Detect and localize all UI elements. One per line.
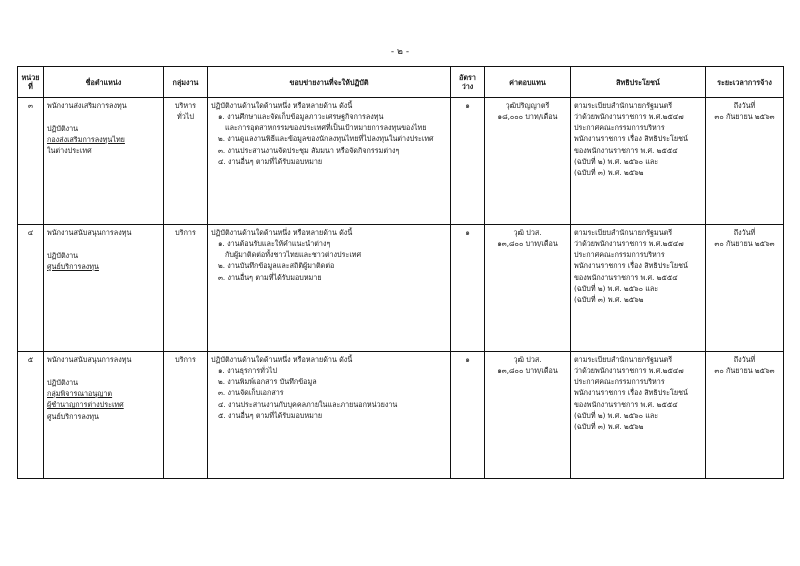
rights-line: ของพนักงานราชการ พ.ศ. ๒๕๕๔ (574, 145, 678, 155)
rights-line: (ฉบับที่ ๓) พ.ศ. ๒๕๖๒ (574, 421, 644, 431)
row-duties (208, 98, 451, 225)
duty-item: และการอุตสาหกรรมของประเทศที่เป็นเป้าหมายการลงทุนของไทย (225, 123, 427, 133)
position-line: ปฏิบัติงาน (47, 251, 79, 261)
row-period (706, 98, 784, 225)
rights-line: (ฉบับที่ ๒) พ.ศ. ๒๕๖๐ และ (574, 410, 659, 420)
row-duties (208, 352, 451, 479)
duties-heading: ปฏิบัติงานด้านใดด้านหนึ่ง หรือหลายด้าน ดังนี้ (211, 228, 353, 237)
header-pay: ค่าตอบแทน (485, 67, 571, 98)
rights-line: (ฉบับที่ ๒) พ.ศ. ๒๕๖๐ และ (574, 283, 659, 293)
duty-item: ๔. งานประสานงานกับบุคคลภายในและภายนอกหน่วยงาน (218, 399, 398, 409)
pay-qualification: วุฒิ ปวส. (513, 355, 542, 364)
row-rights (571, 98, 706, 225)
pay-qualification: วุฒิปริญญาตรี (505, 101, 550, 110)
duty-item: ๑. งานศึกษาและจัดเก็บข้อมูลภาวะเศรษฐกิจการลงทุน (218, 112, 384, 122)
rights-line: ตามระเบียบสำนักนายกรัฐมนตรี (574, 101, 673, 110)
row-rights (571, 352, 706, 479)
row-position (44, 225, 164, 352)
row-group: บริหารทั่วไป (164, 98, 208, 225)
header-quota: อัตรา ว่าง (451, 67, 485, 98)
rights-line: พนักงานราชการ เรื่อง สิทธิประโยชน์ (574, 388, 688, 398)
position-line: กองส่งเสริมการลงทุนไทย (47, 135, 125, 145)
position-line: ผู้ชำนาญการต่างประเทศ (47, 400, 124, 410)
period-date: ๓๐ กันยายน ๒๕๖๓ (714, 112, 775, 122)
header-position: ชื่อตำแหน่ง (44, 67, 164, 98)
position-line: ปฏิบัติงาน (47, 378, 79, 388)
rights-line: ประกาศคณะกรรมการบริหาร (574, 377, 665, 387)
pay-qualification: วุฒิ ปวส. (513, 228, 542, 237)
rights-line: ว่าด้วยพนักงานราชการ พ.ศ.๒๕๔๗ (574, 239, 684, 249)
row-period (706, 225, 784, 352)
header-group: กลุ่มงาน (164, 67, 208, 98)
rights-line: ประกาศคณะกรรมการบริหาร (574, 123, 665, 133)
rights-line: พนักงานราชการ เรื่อง สิทธิประโยชน์ (574, 134, 688, 144)
row-position (44, 98, 164, 225)
position-line: ในต่างประเทศ (47, 146, 92, 156)
rights-line: ตามระเบียบสำนักนายกรัฐมนตรี (574, 355, 673, 364)
pay-amount: ๑๓,๘๐๐ บาท/เดือน (497, 239, 558, 249)
row-pay (485, 352, 571, 479)
table-row (18, 98, 784, 225)
duty-item: ๒. งานพิมพ์เอกสาร บันทึกข้อมูล (218, 377, 317, 387)
pay-amount: ๑๓,๘๐๐ บาท/เดือน (497, 366, 558, 376)
row-no: ๔ (18, 225, 44, 352)
header-no: หน่วย ที่ (18, 67, 44, 98)
duty-item: กับผู้มาติดต่อทั้งชาวไทยและชาวต่างประเทศ (225, 250, 362, 260)
position-title: พนักงานสนับสนุนการลงทุน (47, 355, 132, 364)
rights-line: ว่าด้วยพนักงานราชการ พ.ศ.๒๕๔๗ (574, 112, 684, 122)
position-line: ศูนย์บริการลงทุน (47, 262, 99, 272)
table-row (18, 352, 784, 479)
period-label: ถึงวันที่ (733, 228, 756, 237)
row-position (44, 352, 164, 479)
duty-item: ๓. งานอื่นๆ ตามที่ได้รับมอบหมาย (218, 272, 322, 282)
duty-item: ๔. งานอื่นๆ ตามที่ได้รับมอบหมาย (218, 156, 323, 166)
position-line: ศูนย์บริการลงทุน (47, 411, 99, 421)
row-pay (485, 225, 571, 352)
rights-line: ของพนักงานราชการ พ.ศ. ๒๕๕๔ (574, 399, 678, 409)
period-date: ๓๐ กันยายน ๒๕๖๓ (714, 366, 775, 376)
duties-heading: ปฏิบัติงานด้านใดด้านหนึ่ง หรือหลายด้าน ดังนี้ (211, 101, 353, 110)
rights-line: ประกาศคณะกรรมการบริหาร (574, 250, 665, 260)
row-group: บริการ (164, 352, 208, 479)
rights-line: (ฉบับที่ ๓) พ.ศ. ๒๕๖๒ (574, 167, 644, 177)
rights-line: พนักงานราชการ เรื่อง สิทธิประโยชน์ (574, 261, 688, 271)
header-rights: สิทธิประโยชน์ (571, 67, 706, 98)
duty-item: ๒. งานดูแลงานพิธีและข้อมูลของนักลงทุนไทยที่ไปลงทุนในต่างประเทศ (218, 134, 434, 144)
row-quota: ๑ (451, 98, 485, 225)
row-period (706, 352, 784, 479)
position-line: กลุ่มพิจารณาอนุญาต (47, 389, 113, 399)
rights-line: (ฉบับที่ ๓) พ.ศ. ๒๕๖๒ (574, 294, 644, 304)
rights-line: ว่าด้วยพนักงานราชการ พ.ศ.๒๕๔๗ (574, 366, 684, 376)
duty-item: ๓. งานประสานงานจัดประชุม สัมมนา หรือจัดกิจกรรมต่างๆ (218, 145, 400, 155)
duty-item: ๓. งานจัดเก็บเอกสาร (218, 388, 284, 398)
row-group: บริการ (164, 225, 208, 352)
table-row (18, 225, 784, 352)
header-period: ระยะเวลาการจ้าง (706, 67, 784, 98)
rights-line: ของพนักงานราชการ พ.ศ. ๒๕๕๔ (574, 272, 678, 282)
duty-item: ๑. งานธุรการทั่วไป (218, 366, 278, 376)
page-number: - ๒ - (390, 47, 410, 57)
header-duties: ขอบข่ายงานที่จะให้ปฏิบัติ (208, 67, 451, 98)
positions-table (17, 66, 784, 479)
pay-amount: ๑๘,๐๐๐ บาท/เดือน (497, 112, 558, 122)
row-pay (485, 98, 571, 225)
row-no: ๓ (18, 98, 44, 225)
position-title: พนักงานสนับสนุนการลงทุน (47, 228, 132, 237)
rights-line: ตามระเบียบสำนักนายกรัฐมนตรี (574, 228, 673, 237)
row-quota: ๑ (451, 352, 485, 479)
rights-line: (ฉบับที่ ๒) พ.ศ. ๒๕๖๐ และ (574, 156, 659, 166)
row-quota: ๑ (451, 225, 485, 352)
row-rights (571, 225, 706, 352)
table-header-row (18, 67, 784, 98)
row-duties (208, 225, 451, 352)
position-title: พนักงานส่งเสริมการลงทุน (47, 101, 127, 110)
period-label: ถึงวันที่ (733, 101, 756, 110)
period-date: ๓๐ กันยายน ๒๕๖๓ (714, 239, 775, 249)
duty-item: ๕. งานอื่นๆ ตามที่ได้รับมอบหมาย (218, 410, 323, 420)
row-no: ๕ (18, 352, 44, 479)
period-label: ถึงวันที่ (733, 355, 756, 364)
duty-item: ๒. งานบันทึกข้อมูลและสถิติผู้มาติดต่อ (218, 261, 335, 271)
duties-heading: ปฏิบัติงานด้านใดด้านหนึ่ง หรือหลายด้าน ดังนี้ (211, 355, 353, 364)
position-line: ปฏิบัติงาน (47, 124, 79, 134)
duty-item: ๑. งานต้อนรับและให้คำแนะนำต่างๆ (218, 239, 331, 249)
